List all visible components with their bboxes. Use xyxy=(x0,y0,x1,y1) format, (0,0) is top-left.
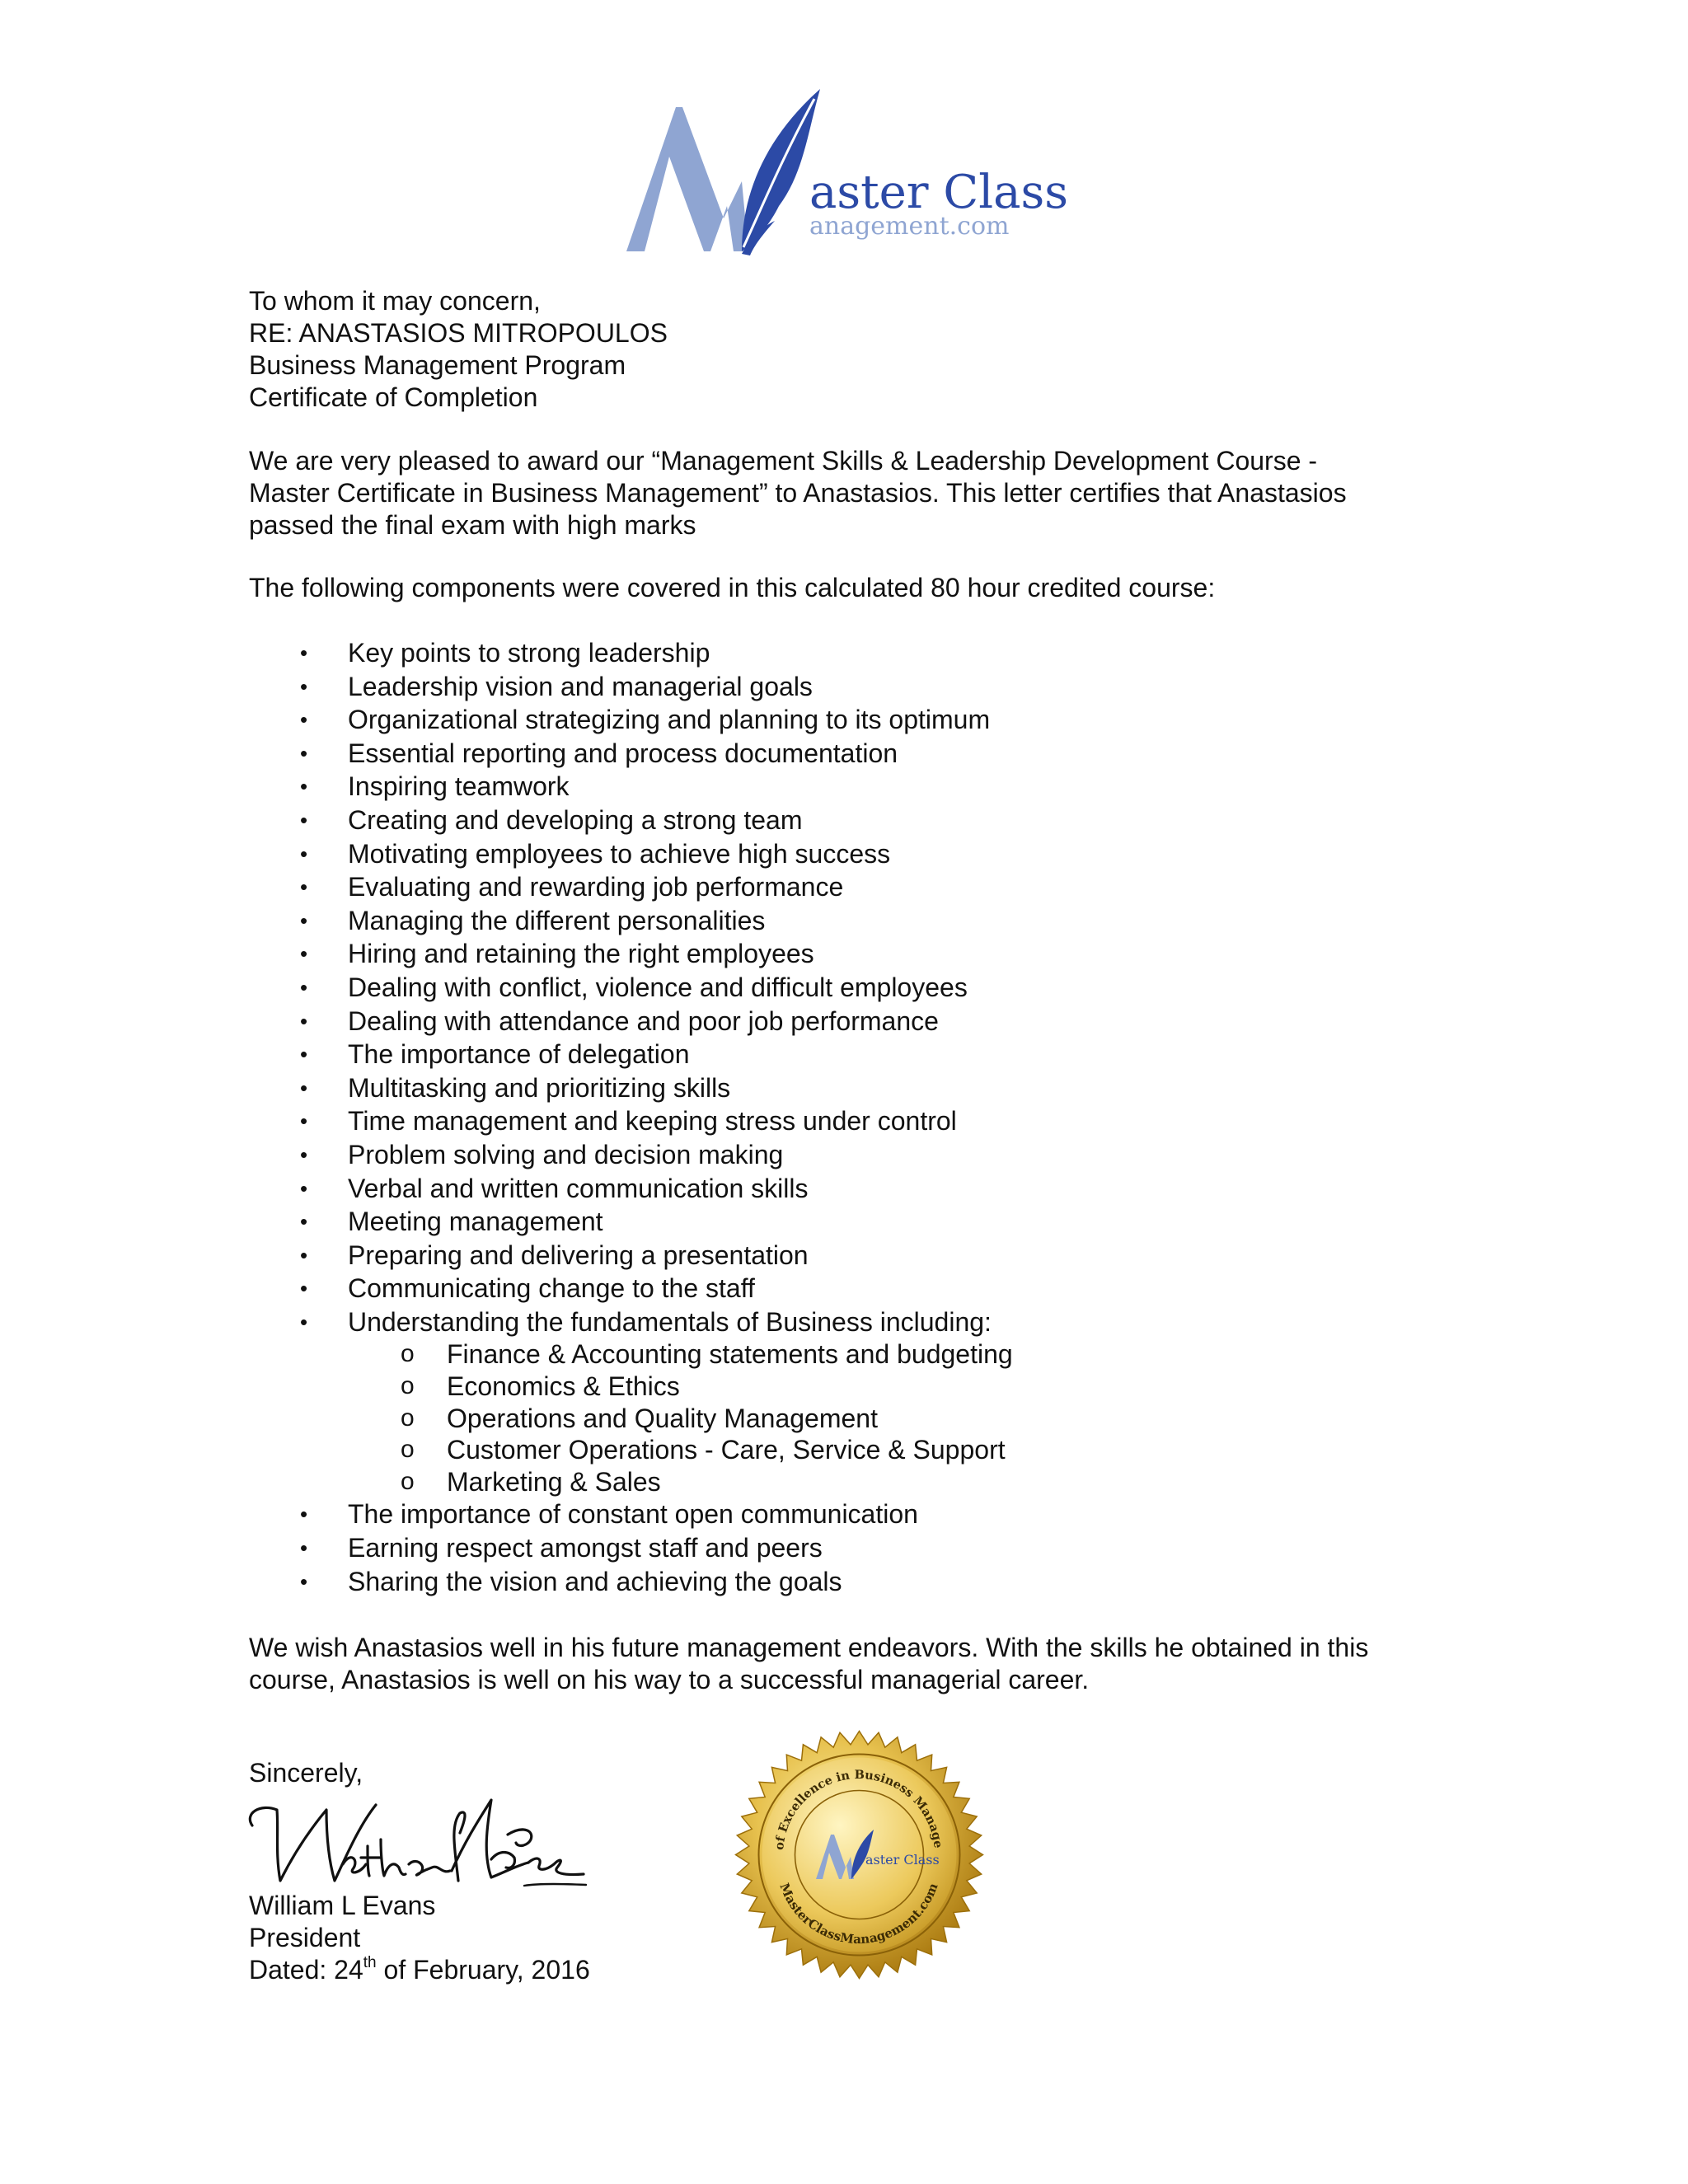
greeting: To whom it may concern, xyxy=(249,286,541,316)
list-item: • Motivating employees to achieve high success xyxy=(249,837,1452,871)
signer-details xyxy=(249,1890,590,1986)
signer-name: William L Evans xyxy=(249,1891,436,1920)
award-paragraph xyxy=(249,445,1452,541)
list-item: • Creating and developing a strong team xyxy=(249,804,1452,837)
bullet-icon: • xyxy=(300,1242,308,1268)
bullet-icon: • xyxy=(300,640,308,665)
sub-list-item: o Customer Operations - Care, Service & Support xyxy=(401,1435,1006,1465)
program-line: Business Management Program xyxy=(249,350,626,380)
bullet-icon: • xyxy=(300,1175,308,1201)
list-item: • Inspiring teamwork xyxy=(249,770,1452,804)
sub-bullet-icon: o xyxy=(401,1340,415,1368)
list-item: • Understanding the fundamentals of Business including: o Finance & Accounting statements and budgeting o Economics & Ethics o Operations and Quality Management o Customer Operations - Care, Service & Support o Marketing & Sales xyxy=(249,1305,1452,1498)
seal-center-text: aster Class xyxy=(865,1852,940,1868)
closing-line: course, Anastasios is well on his way to a successful managerial career. xyxy=(249,1665,1090,1694)
logo-brand-line1: aster Class xyxy=(809,166,1068,219)
bullet-icon: • xyxy=(300,907,308,933)
list-item: • Multitasking and prioritizing skills xyxy=(249,1071,1452,1105)
master-class-management-logo xyxy=(618,82,1080,264)
date-line: Dated: 24th of February, 2016 xyxy=(249,1954,590,1985)
bullet-icon: • xyxy=(300,1309,308,1334)
components-intro-text: The following components were covered in this calculated 80 hour credited course: xyxy=(249,573,1216,602)
list-item: • The importance of constant open communication xyxy=(249,1497,1452,1531)
sub-list-item: o Operations and Quality Management xyxy=(401,1403,878,1433)
signer-title: President xyxy=(249,1923,361,1952)
seal-of-excellence xyxy=(734,1729,985,1980)
list-item: • Sharing the vision and achieving the goals xyxy=(249,1565,1452,1599)
list-item: • Managing the different personalities xyxy=(249,904,1452,938)
bullet-icon: • xyxy=(300,740,308,766)
logo-m-letter xyxy=(626,107,748,251)
sub-bullet-icon: o xyxy=(401,1467,415,1495)
seal-bottom-text: MasterClassManagement.com xyxy=(776,1881,941,1947)
letter-header xyxy=(249,285,1452,414)
sub-bullet-icon: o xyxy=(401,1436,415,1464)
list-item: • Meeting management xyxy=(249,1205,1452,1239)
award-paragraph-line: We are very pleased to award our “Management Skills & Leadership Development Course - xyxy=(249,446,1318,476)
bullet-icon: • xyxy=(300,1209,308,1235)
bullet-icon: • xyxy=(300,841,308,866)
bullet-icon: • xyxy=(300,1042,308,1067)
list-item: • Leadership vision and managerial goals xyxy=(249,670,1452,704)
bullet-icon: • xyxy=(300,807,308,832)
list-item: • Key points to strong leadership xyxy=(249,636,1452,670)
bullet-icon: • xyxy=(300,774,308,799)
bullet-icon: • xyxy=(300,707,308,733)
bullet-icon: • xyxy=(300,1141,308,1167)
bullet-icon: • xyxy=(300,1108,308,1134)
bullet-icon: • xyxy=(300,1075,308,1100)
list-item: • Communicating change to the staff xyxy=(249,1272,1452,1305)
closing-line: We wish Anastasios well in his future management endeavors. With the skills he obtained in this xyxy=(249,1633,1369,1662)
seal-top-text: of Excellence in Business Manage xyxy=(772,1767,945,1851)
list-item: • Verbal and written communication skills xyxy=(249,1172,1452,1206)
bullet-icon: • xyxy=(300,1535,308,1561)
bullet-icon: • xyxy=(300,874,308,900)
list-item: • Essential reporting and process documentation xyxy=(249,737,1452,771)
award-paragraph-line: passed the final exam with high marks xyxy=(249,510,696,540)
bullet-icon: • xyxy=(300,1276,308,1301)
certificate-line: Certificate of Completion xyxy=(249,382,538,412)
bullet-icon: • xyxy=(300,1008,308,1033)
bullet-icon: • xyxy=(300,941,308,967)
list-item: • Time management and keeping stress under control xyxy=(249,1104,1452,1138)
list-item: • Dealing with conflict, violence and difficult employees xyxy=(249,971,1452,1005)
list-item: • Earning respect amongst staff and peers xyxy=(249,1531,1452,1565)
list-item: • Hiring and retaining the right employees xyxy=(249,937,1452,971)
list-item: • Problem solving and decision making xyxy=(249,1138,1452,1172)
sub-bullet-icon: o xyxy=(401,1404,415,1432)
sign-off xyxy=(249,1757,743,1789)
handwritten-signature xyxy=(244,1788,590,1896)
sign-off-text: Sincerely, xyxy=(249,1758,363,1788)
award-paragraph-line: Master Certificate in Business Management” to Anastasios. This letter certifies that Anastasios xyxy=(249,478,1347,508)
sub-bullet-icon: o xyxy=(401,1372,415,1400)
list-item: • Evaluating and rewarding job performance xyxy=(249,870,1452,904)
bullet-icon: • xyxy=(300,974,308,1000)
list-item: • Dealing with attendance and poor job performance xyxy=(249,1005,1452,1038)
list-item: • Preparing and delivering a presentation xyxy=(249,1239,1452,1272)
list-item: • Organizational strategizing and planning to its optimum xyxy=(249,703,1452,737)
bullet-icon: • xyxy=(300,1502,308,1527)
components-intro xyxy=(249,572,1452,604)
sub-list-item: o Finance & Accounting statements and budgeting xyxy=(401,1339,1013,1370)
re-line: RE: ANASTASIOS MITROPOULOS xyxy=(249,318,668,348)
logo-brand-line2: anagement.com xyxy=(809,212,1010,241)
components-list xyxy=(249,636,1452,1598)
business-fundamentals-sublist xyxy=(348,1338,1452,1497)
bullet-icon: • xyxy=(300,673,308,699)
bullet-icon: • xyxy=(300,1568,308,1594)
sub-list-item: o Marketing & Sales xyxy=(401,1466,661,1497)
closing-paragraph xyxy=(249,1632,1452,1696)
sub-list-item: o Economics & Ethics xyxy=(401,1371,680,1402)
list-item: • The importance of delegation xyxy=(249,1038,1452,1071)
